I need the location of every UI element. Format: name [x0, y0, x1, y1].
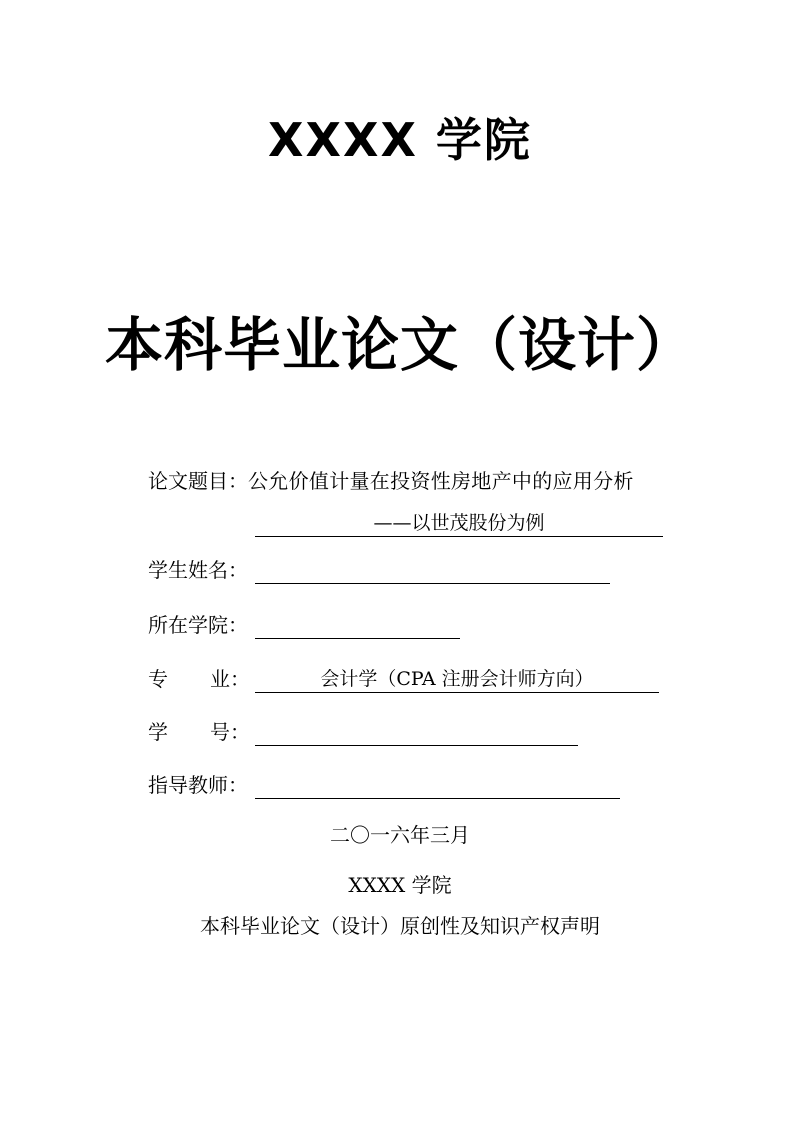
topic-label: 论文题目： [148, 469, 248, 493]
advisor-field [148, 770, 248, 800]
student-name-value [255, 555, 610, 584]
student-name-field [148, 555, 248, 585]
advisor-label: 指导教师： [148, 773, 248, 797]
student-id-label-second: 号： [210, 720, 250, 744]
thesis-type-title: 本科毕业论文（设计） [104, 311, 695, 379]
student-name-label: 学生姓名： [148, 558, 248, 582]
college-label: 所在学院： [148, 613, 248, 637]
college-name-footer: XXXX 学院 [348, 873, 452, 897]
major-label-first: 专 [148, 667, 168, 691]
topic-value-line2: ——以世茂股份为例 [255, 508, 663, 537]
college-field [148, 610, 248, 640]
advisor-value [255, 770, 620, 799]
topic-field [148, 466, 634, 496]
student-id-value [255, 717, 578, 746]
major-value: 会计学（CPA 注册会计师方向） [255, 664, 659, 693]
college-value [255, 610, 460, 639]
student-id-field [148, 717, 250, 747]
topic-value-line1: 公允价值计量在投资性房地产中的应用分析 [248, 469, 634, 493]
major-label-second: 业： [210, 667, 250, 691]
college-name-heading: XXXX 学院 [268, 113, 532, 167]
declaration-heading: 本科毕业论文（设计）原创性及知识产权声明 [200, 914, 600, 938]
date-line: 二〇一六年三月 [330, 823, 470, 847]
student-id-label-first: 学 [148, 720, 168, 744]
major-field [148, 664, 594, 694]
